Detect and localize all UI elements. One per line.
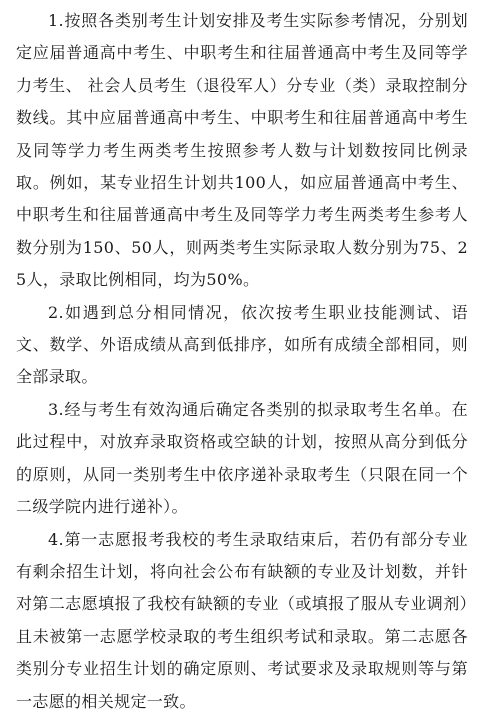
paragraph-2: 2.如遇到总分相同情况，依次按考生职业技能测试、语文、数学、外语成绩从高到低排序，如所有成绩全部相同，则全部录取。 [16, 302, 468, 387]
paragraph-3: 3.经与考生有效沟通后确定各类别的拟录取考生名单。在此过程中，对放弃录取资格或空缺的计划，按照从高分到低分的原则，从同一类别考生中依序递补录取考生（只限在同一个二级学院内进行递补）。 [16, 399, 468, 517]
paragraph-1: 1.按照各类别考生计划安排及考生实际参考情况，分别划定应届普通高中考生、中职考生和往届普通高中考生及同等学力考生、 社会人员考生（退役军人）分专业（类）录取控制分数线。其中应届普通高中考生、中职考生和往届普通高中考生及同等学力考生两类考生按照参考人数与计划数按同比例录取。例如，某专业招生计划共100人，如应届普通高中考生、中职考生和往届普通高中考生及同等学力考生两类考生参考人数分别为150、50人，则两类考生实际录取人数分别为75、25人，录取比例相同，均为50%。 [16, 11, 468, 290]
paragraph-4: 4.第一志愿报考我校的考生录取结束后，若仍有部分专业有剩余招生计划，将向社会公布有缺额的专业及计划数，并针对第二志愿填报了我校有缺额的专业（或填报了服从专业调剂）且未被第一志愿学校录取的考生组织考试和录取。第二志愿各类别分专业招生计划的确定原则、考试要求及录取规则等与第一志愿的相关规定一致。 [16, 529, 468, 711]
document-body [16, 5, 468, 718]
